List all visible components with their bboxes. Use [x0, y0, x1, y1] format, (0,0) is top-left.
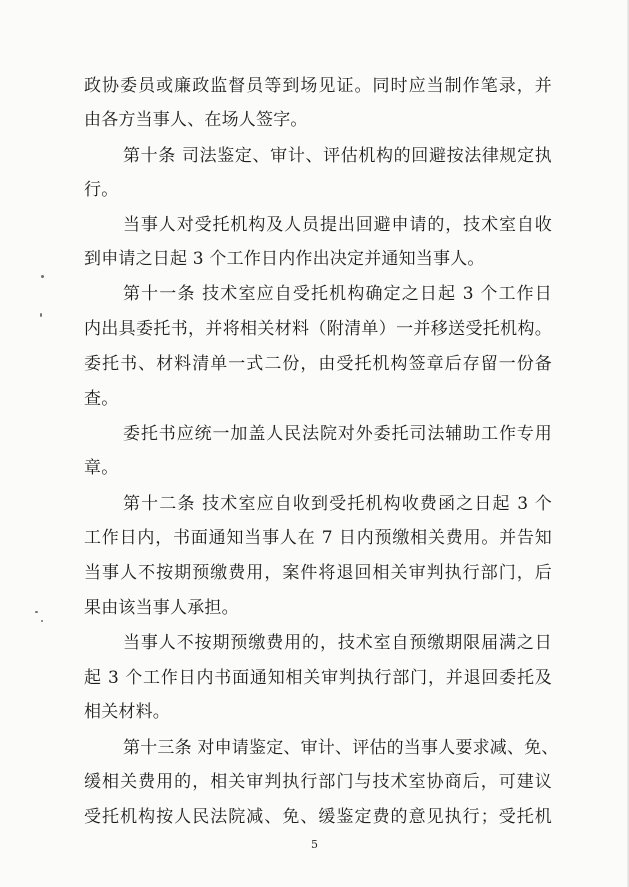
body-line-9: 委托书、材料清单一式二份，由受托机构签章后存留一份备 [84, 354, 552, 374]
body-line-4: 行。 [84, 180, 119, 200]
body-line-8: 内出具委托书，并将相关材料（附清单）一并移送受托机构。 [84, 319, 552, 339]
body-line-5: 当事人对受托机构及人员提出回避申请的，技术室自收 [123, 215, 552, 235]
body-line-10: 查。 [84, 389, 119, 409]
scan-speck [41, 275, 44, 278]
body-line-12: 章。 [84, 458, 119, 478]
body-line-11: 委托书应统一加盖人民法院对外委托司法辅助工作专用 [123, 424, 552, 444]
scan-speck [40, 313, 42, 317]
body-line-3: 第十条 司法鉴定、审计、评估机构的回避按法律规定执 [123, 146, 552, 166]
scan-speck [41, 620, 43, 622]
body-line-1: 政协委员或廉政监督员等到场见证。同时应当制作笔录，并 [84, 76, 552, 96]
body-line-16: 果由该当事人承担。 [84, 598, 239, 618]
body-line-20: 第十三条 对申请鉴定、审计、评估的当事人要求减、免、 [123, 738, 559, 758]
body-line-2: 由各方当事人、在场人签字。 [84, 110, 308, 130]
page-number: 5 [311, 838, 318, 851]
body-line-19: 相关材料。 [84, 702, 170, 722]
body-line-13: 第十二条 技术室应自收到受托机构收费函之日起 3 个 [123, 494, 552, 514]
body-line-17: 当事人不按期预缴费用的，技术室自预缴期限届满之日 [123, 633, 552, 653]
body-line-14: 工作日内，书面通知当事人在 7 日内预缴相关费用。并告知 [84, 528, 552, 548]
body-line-15: 当事人不按期预缴费用，案件将退回相关审判执行部门，后 [84, 563, 552, 583]
body-line-22: 受托机构按人民法院减、免、缓鉴定费的意见执行；受托机 [84, 807, 552, 827]
body-line-7: 第十一条 技术室应自受托机构确定之日起 3 个工作日 [123, 284, 552, 304]
body-line-21: 缓相关费用的，相关审判执行部门与技术室协商后，可建议 [84, 772, 552, 792]
body-line-6: 到申请之日起 3 个工作日内作出决定并通知当事人。 [84, 249, 485, 269]
scan-speck [35, 611, 38, 613]
body-line-18: 起 3 个工作日内书面通知相关审判执行部门，并退回委托及 [84, 668, 552, 688]
